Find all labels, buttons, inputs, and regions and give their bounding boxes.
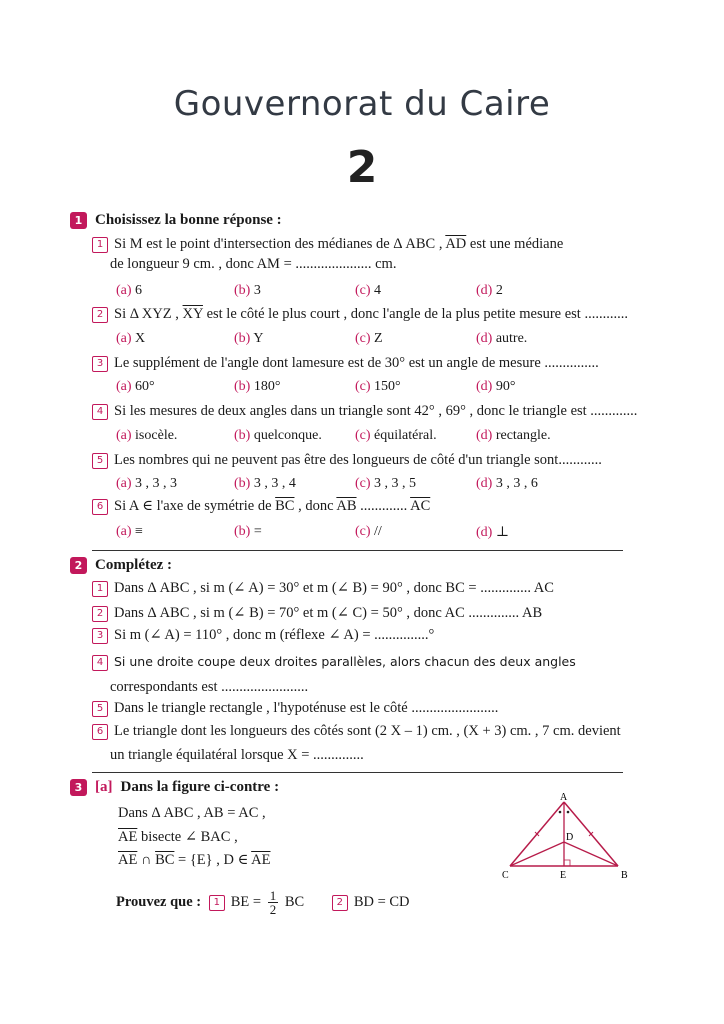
s2-q4: 4 Si une droite coupe deux droites parallèles, alors chacun des deux angles [92,654,576,671]
section-3-part: [a] [95,779,113,795]
option-c[interactable]: (c) 150° [355,379,401,394]
s1-q5-number: 5 [92,453,108,469]
option-a[interactable]: (a) isocèle. [116,428,178,443]
s1-q2-number: 2 [92,307,108,323]
section-1-title: Choisissez la bonne réponse : [95,212,282,228]
option-b[interactable]: (b) 3 , 3 , 4 [234,476,296,491]
s1-q3-number: 3 [92,356,108,372]
section-1-header [70,212,282,229]
option-a[interactable]: (a) 3 , 3 , 3 [116,476,178,491]
s1-q6-text: 6 Si A ∈ l'axe de symétrie de $\overline{BC}$ , donc $\overline{AB}$ ............. $\overline{AC}$ [92,498,430,515]
s1-q3-text: 3 Le supplément de l'angle dont lamesure est de 30° est un angle de mesure ............... [92,355,599,372]
s1-q6-number: 6 [92,499,108,515]
s3-given-1: Dans Δ ABC , AB = AC , [118,805,266,821]
option-b[interactable]: (b) quelconque. [234,428,322,443]
label-e: E [560,870,567,881]
section-3-badge: 3 [70,779,87,796]
s2-q4-cont: correspondants est ........................ [110,679,309,695]
option-d[interactable]: (d) 90° [476,379,516,394]
segment-bc: $\overline{BC}$ [275,498,295,514]
label-b: B [621,870,628,881]
option-b[interactable]: (b) Y [234,331,264,346]
option-a[interactable]: (a) ≡ [116,524,143,539]
s1-q1-text: 1 Si M est le point d'intersection des médianes de Δ ABC , $\overline{AD}$ est une médiane [92,236,563,253]
option-d[interactable]: (d) autre. [476,331,528,346]
s2-q6: 6 Le triangle dont les longueurs des côtés sont (2 X – 1) cm. , (X + 3) cm. , 7 cm. devient [92,723,621,740]
s1-q4-text: 4 Si les mesures de deux angles dans un triangle sont 42° , 69° , donc le triangle est ............. [92,403,637,420]
option-b[interactable]: (b) 3 [234,283,261,298]
option-d[interactable]: (d) ⊥ [476,525,509,540]
section-2-title: Complétez : [95,557,173,573]
option-c[interactable]: (c) 3 , 3 , 5 [355,476,417,491]
option-d[interactable]: (d) 3 , 3 , 6 [476,476,538,491]
option-c[interactable]: (c) // [355,524,382,539]
s2-q2: 2 Dans Δ ABC , si m (∠ B) = 70° et m (∠ C) = 50° , donc AC .............. AB [92,605,542,622]
prove-label: Prouvez que : [116,893,202,910]
s2-q3: 3 Si m (∠ A) = 110° , donc m (réflexe ∠ A) = ...............° [92,627,434,644]
fraction-one-half: $\frac{1}{2}$ [269,888,277,917]
option-b[interactable]: (b) = [234,524,262,539]
section-3-title: Dans la figure ci-contre : [120,779,280,795]
option-a[interactable]: (a) 60° [116,379,155,394]
s3-prove-line: Prouvez que : 1 BE = $\frac{1}{2}$ BC 2 BD = CD [116,888,410,917]
s1-q2-text: 2 Si Δ XYZ , $\overline{XY}$ est le côté le plus court , donc l'angle de la plus petite mesure est ............ [92,306,628,323]
s1-q4-number: 4 [92,404,108,420]
s3-given-3: $\overline{AE}$ ∩ $\overline{BC} = \{E\}$ , D ∈ $\overline{AE}$ [118,852,271,868]
triangle-figure [498,790,633,885]
section-2-badge: 2 [70,557,87,574]
option-a[interactable]: (a) X [116,331,146,346]
segment-ab: $\overline{AB}$ [336,498,357,514]
option-d[interactable]: (d) 2 [476,283,503,298]
segment-ad: $\overline{AD}$ [445,236,467,252]
option-d[interactable]: (d) rectangle. [476,428,551,443]
option-c[interactable]: (c) équilatéral. [355,428,437,443]
label-c: C [502,870,509,881]
option-c[interactable]: (c) Z [355,331,383,346]
divider-1 [92,550,623,551]
s1-q1-number: 1 [92,237,108,253]
s1-q1-text-cont: de longueur 9 cm. , donc AM = ..................... cm. [110,256,397,272]
s2-q1: 1 Dans Δ ABC , si m (∠ A) = 30° et m (∠ B) = 90° , donc BC = .............. AC [92,580,554,597]
s1-q5-text: 5 Les nombres qui ne peuvent pas être des longueurs de côté d'un triangle sont............ [92,452,602,469]
section-2-header [70,557,172,574]
s2-q6-cont: un triangle équilatéral lorsque X = .............. [110,747,364,763]
governorate-title: Gouvernorat du Caire [173,84,551,124]
section-1-badge: 1 [70,212,87,229]
exam-number: 2 [346,142,378,193]
s3-given-2: $\overline{AE}$ bisecte ∠ BAC , [118,829,238,845]
label-a: A [560,792,568,803]
option-a[interactable]: (a) 6 [116,283,143,298]
segment-ac: $\overline{AC}$ [410,498,431,514]
option-b[interactable]: (b) 180° [234,379,281,394]
label-d: D [566,832,574,843]
segment-xy: $\overline{XY}$ [182,306,203,322]
section-3-header [70,779,279,796]
option-c[interactable]: (c) 4 [355,283,382,298]
s2-q5: 5 Dans le triangle rectangle , l'hypoténuse est le côté ........................ [92,700,498,717]
divider-2 [92,772,623,773]
